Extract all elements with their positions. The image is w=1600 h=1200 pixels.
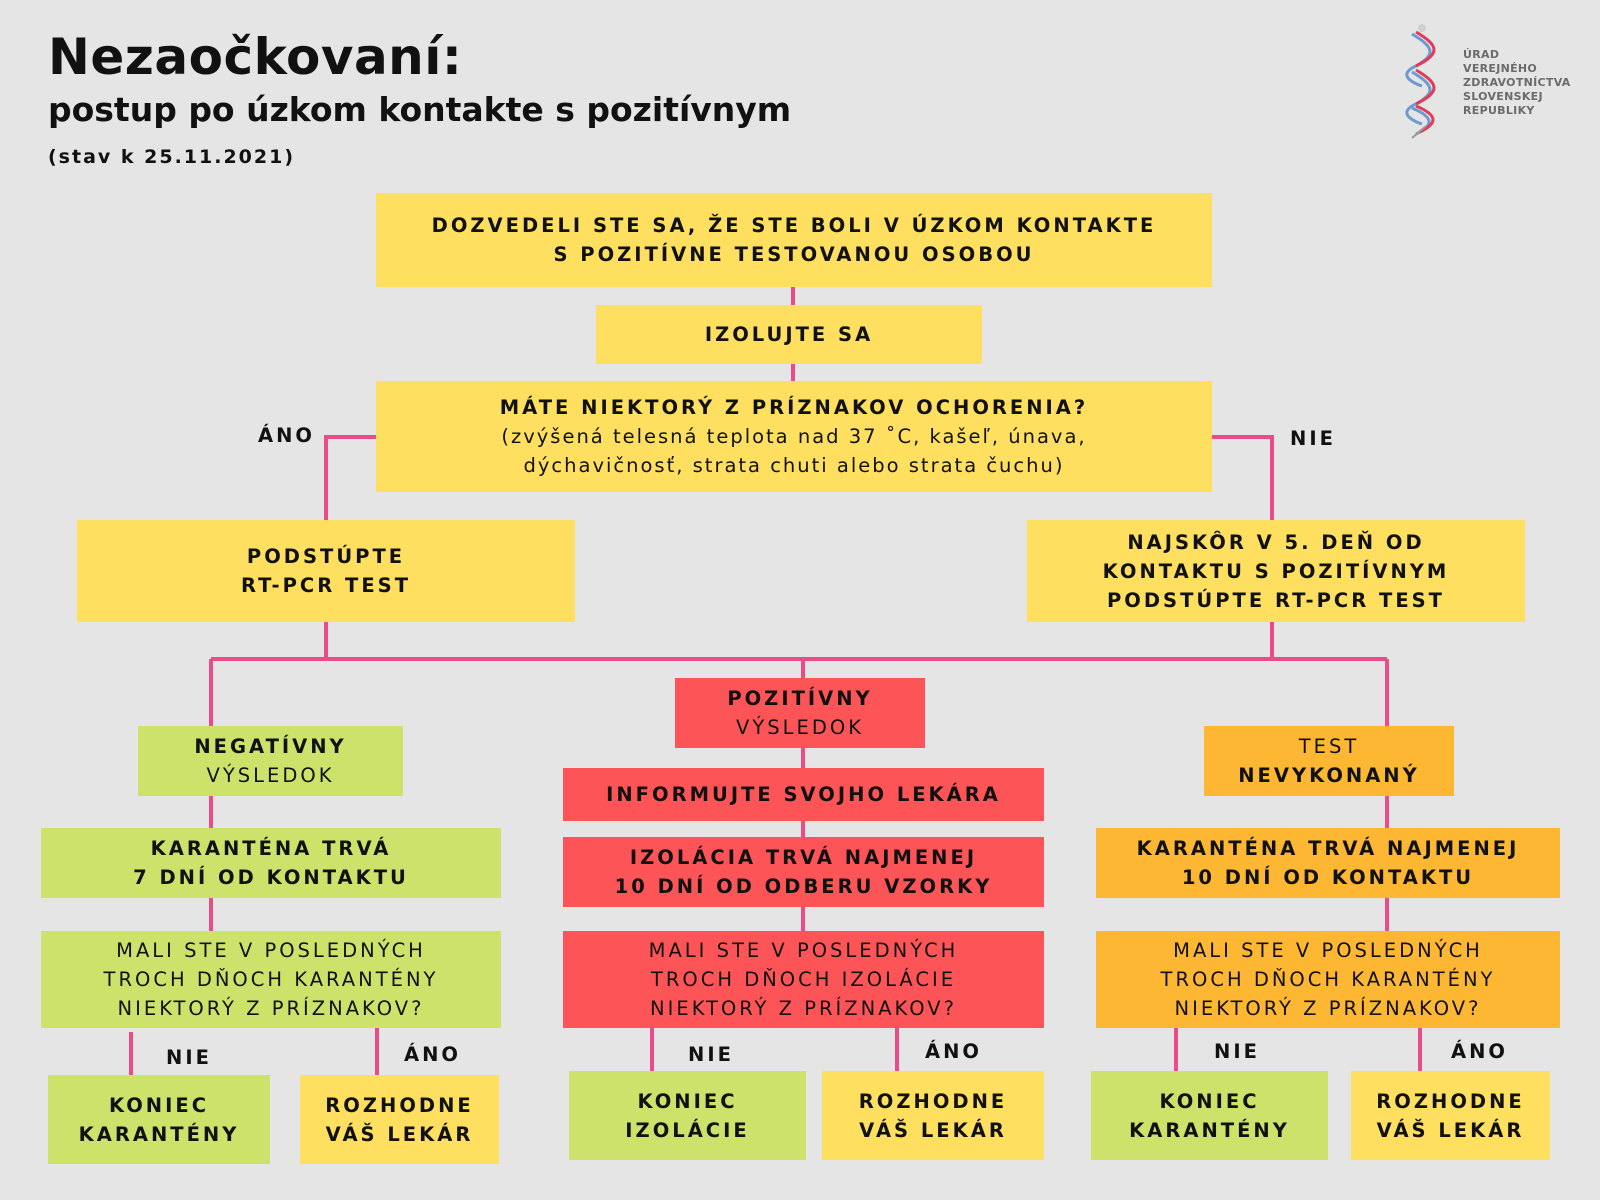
not-done-end-box	[1091, 1071, 1328, 1160]
positive-inform-box	[563, 768, 1044, 821]
not-done-question-line2: TROCH DŇOCH KARANTÉNY	[1160, 968, 1496, 991]
positive-isolation-line1: IZOLÁCIA TRVÁ NAJMENEJ	[629, 846, 978, 869]
positive-no-label: NIE	[688, 1043, 734, 1066]
negative-quarantine-box	[41, 828, 501, 898]
negative-no-label: NIE	[166, 1046, 212, 1069]
test-no-box	[1027, 520, 1525, 622]
negative-end-line1: KONIEC	[108, 1093, 210, 1117]
negative-doctor-line1: ROZHODNE	[325, 1093, 474, 1117]
negative-question-line1: MALI STE V POSLEDNÝCH	[116, 939, 426, 962]
logo-text-line: SLOVENSKEJ	[1463, 90, 1543, 103]
negative-result-line1: NEGATÍVNY	[194, 735, 347, 758]
page-subtitle: postup po úzkom kontakte s pozitívnym	[48, 90, 792, 129]
not-done-quarantine-line1: KARANTÉNA TRVÁ NAJMENEJ	[1136, 837, 1520, 860]
logo-text-line: ÚRAD	[1463, 48, 1500, 61]
negative-question-box	[41, 931, 501, 1028]
positive-question-line1: MALI STE V POSLEDNÝCH	[648, 939, 959, 962]
not-done-result-box	[1204, 726, 1454, 796]
not-done-question-line1: MALI STE V POSLEDNÝCH	[1173, 939, 1483, 962]
test-yes-line1: PODSTÚPTE	[246, 545, 406, 568]
positive-end-line1: KONIEC	[637, 1089, 738, 1113]
test-no-line3: PODSTÚPTE RT-PCR TEST	[1107, 588, 1445, 612]
negative-doctor-line2: VÁŠ LEKÁR	[325, 1122, 474, 1146]
negative-question-line3: NIEKTORÝ Z PRÍZNAKOV?	[117, 997, 425, 1020]
positive-doctor-line1: ROZHODNE	[858, 1089, 1008, 1113]
negative-result-line2: VÝSLEDOK	[206, 764, 335, 787]
contact-notice-box	[376, 193, 1212, 287]
positive-end-box	[569, 1071, 806, 1160]
positive-end-line2: IZOLÁCIE	[625, 1118, 750, 1142]
positive-isolation-line2: 10 DNÍ OD ODBERU VZORKY	[614, 875, 993, 898]
yes-label: ÁNO	[258, 424, 315, 447]
not-done-result-line1: TEST	[1298, 735, 1360, 758]
not-done-result-line2: NEVYKONANÝ	[1238, 764, 1420, 787]
negative-result-box	[138, 726, 403, 796]
test-yes-line2: RT-PCR TEST	[240, 574, 412, 597]
logo-text-line: REPUBLIKY	[1463, 104, 1535, 117]
page-title: Nezaočkovaní:	[48, 28, 463, 86]
negative-yes-label: ÁNO	[404, 1043, 461, 1066]
negative-end-line2: KARANTÉNY	[78, 1122, 240, 1146]
logo-text-line: VEREJNÉHO	[1463, 62, 1538, 75]
positive-result-line2: VÝSLEDOK	[736, 716, 864, 739]
no-label: NIE	[1290, 427, 1336, 450]
test-no-line1: NAJSKÔR V 5. DEŇ OD	[1127, 530, 1425, 554]
negative-quarantine-line1: KARANTÉNA TRVÁ	[150, 837, 392, 860]
positive-yes-label: ÁNO	[925, 1040, 982, 1063]
status-date: (stav k 25.11.2021)	[48, 146, 296, 168]
not-done-question-box	[1096, 931, 1560, 1028]
positive-doctor-box	[822, 1071, 1044, 1160]
test-yes-box	[77, 520, 575, 622]
symptoms-question: MÁTE NIEKTORÝ Z PRÍZNAKOV OCHORENIA?	[499, 396, 1089, 419]
positive-result-line1: POZITÍVNY	[727, 687, 873, 710]
negative-question-line2: TROCH DŇOCH KARANTÉNY	[103, 968, 439, 991]
not-done-doctor-line2: VÁŠ LEKÁR	[1376, 1118, 1525, 1142]
not-done-no-label: NIE	[1214, 1040, 1260, 1063]
isolate-text: IZOLUJTE SA	[704, 323, 874, 346]
not-done-doctor-line1: ROZHODNE	[1376, 1089, 1525, 1113]
not-done-end-line2: KARANTÉNY	[1129, 1118, 1290, 1142]
positive-result-box	[675, 678, 925, 748]
symptoms-detail-line1: (zvýšená telesná teplota nad 37 ˚C, kašeľ, únava,	[501, 425, 1087, 448]
not-done-doctor-box	[1351, 1071, 1550, 1160]
symptoms-question-box	[376, 381, 1212, 492]
contact-notice-line1: DOZVEDELI STE SA, ŽE STE BOLI V ÚZKOM KONTAKTE	[431, 214, 1157, 237]
positive-question-line3: NIEKTORÝ Z PRÍZNAKOV?	[650, 997, 957, 1020]
not-done-quarantine-line2: 10 DNÍ OD KONTAKTU	[1181, 866, 1475, 889]
negative-quarantine-line2: 7 DNÍ OD KONTAKTU	[133, 866, 409, 889]
positive-inform-text: INFORMUJTE SVOJHO LEKÁRA	[606, 783, 1001, 806]
contact-notice-line2: S POZITÍVNE TESTOVANOU OSOBOU	[553, 243, 1035, 266]
isolate-box	[596, 305, 982, 364]
symptoms-detail-line2: dýchavičnosť, strata chuti alebo strata čuchu)	[523, 454, 1065, 477]
logo-text-line: ZDRAVOTNÍCTVA	[1463, 76, 1571, 89]
positive-question-line2: TROCH DŇOCH IZOLÁCIE	[650, 968, 957, 991]
not-done-yes-label: ÁNO	[1451, 1040, 1508, 1063]
test-no-line2: KONTAKTU S POZITÍVNYM	[1102, 559, 1450, 583]
not-done-quarantine-box	[1096, 828, 1560, 898]
negative-end-box	[48, 1075, 270, 1164]
not-done-end-line1: KONIEC	[1159, 1089, 1260, 1113]
negative-doctor-box	[300, 1075, 499, 1164]
positive-question-box	[563, 931, 1044, 1028]
not-done-question-line3: NIEKTORÝ Z PRÍZNAKOV?	[1174, 997, 1482, 1020]
positive-isolation-box	[563, 837, 1044, 907]
positive-doctor-line2: VÁŠ LEKÁR	[859, 1118, 1007, 1142]
